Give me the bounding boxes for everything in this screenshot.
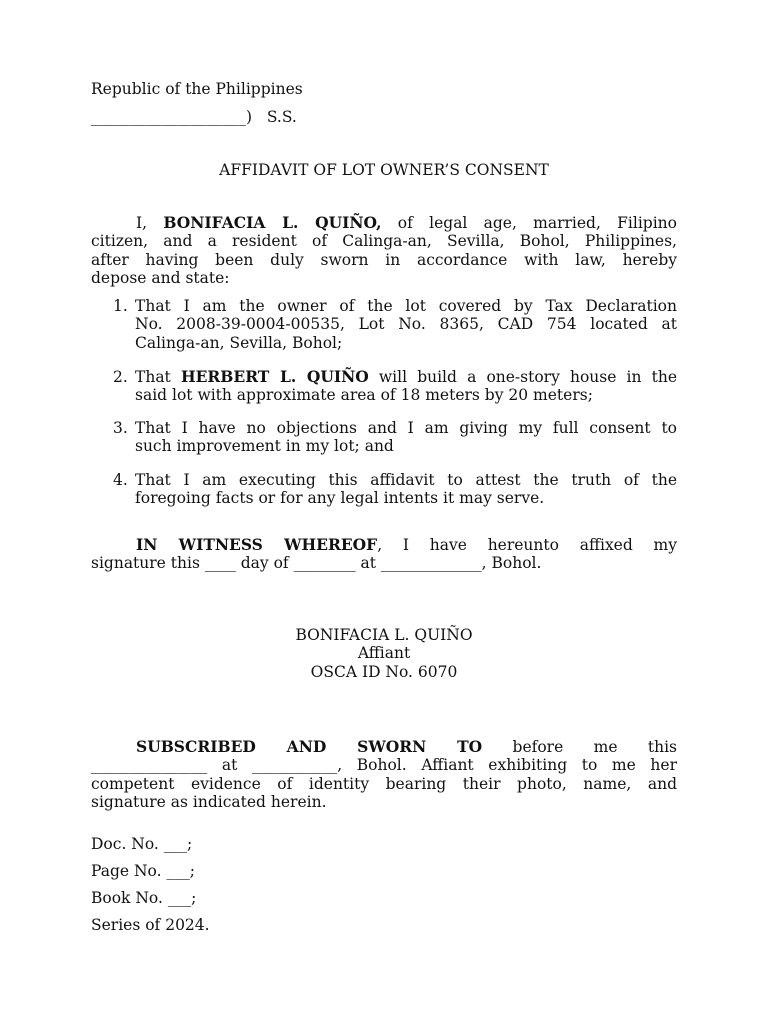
item-number: 2.	[113, 368, 128, 386]
affiant-name: BONIFACIA L. QUIÑO,	[163, 213, 382, 232]
series: Series of 2024.	[91, 916, 210, 934]
item-number: 1.	[113, 297, 128, 315]
intro-line-2: citizen, and a resident of Calinga-an, Sevilla, Bohol, Philippines,	[91, 232, 677, 251]
venue-blank: ____________________)	[91, 108, 253, 126]
intro-line-3: after having been duly sworn in accordance with law, hereby	[91, 250, 677, 269]
builder-name: HERBERT L. QUIÑO	[180, 367, 369, 386]
ss-label: S.S.	[266, 108, 297, 126]
jurat-paragraph: SUBSCRIBED AND SWORN TO before me this _______________ at ___________, Bohol. Affiant exhibiting to me her competent evidence of identity bearing their photo, name, and signature as indicated herein.	[91, 737, 677, 812]
signatory-role: Affiant	[357, 644, 411, 663]
list-item: 1. That I am the owner of the lot covered by Tax Declaration No. 2008-39-0004-00535, Lot No. 8365, CAD 754 located at Calinga-an, Sevilla, Bohol;	[113, 297, 677, 352]
document-title: AFFIDAVIT OF LOT OWNER’S CONSENT	[219, 161, 549, 179]
signatory-name: BONIFACIA L. QUIÑO	[295, 626, 473, 644]
signatory-block	[0, 626, 768, 681]
witness-paragraph: IN WITNESS WHEREOF, I have hereunto affixed my signature this ____ day of ________ at _____________, Bohol.	[91, 535, 677, 573]
doc-no: Doc. No. ___;	[91, 835, 193, 853]
signatory-id: OSCA ID No. 6070	[310, 662, 458, 681]
venue-line	[91, 108, 297, 126]
list-item: 3. That I have no objections and I am giving my full consent to such improvement in my lot; and	[113, 419, 677, 456]
intro-line-1: I, BONIFACIA L. QUIÑO, of legal age, married, Filipino	[136, 213, 677, 232]
list-item: 4. That I am executing this affidavit to attest the truth of the foregoing facts or for any legal intents it may serve.	[113, 471, 677, 508]
item-number: 4.	[113, 471, 128, 489]
witness-heading: IN WITNESS WHEREOF	[136, 535, 378, 554]
intro-paragraph	[91, 214, 677, 288]
jurat-heading: SUBSCRIBED AND SWORN TO	[136, 737, 483, 756]
page-no: Page No. ___;	[91, 862, 195, 880]
item-number: 3.	[113, 419, 128, 437]
list-item: 2. That HERBERT L. QUIÑO will build a one-story house in the said lot with approximate area of 18 meters by 20 meters;	[113, 367, 678, 405]
intro-line-4: depose and state:	[91, 269, 230, 288]
book-no: Book No. ___;	[91, 889, 197, 907]
republic-line: Republic of the Philippines	[91, 80, 303, 98]
